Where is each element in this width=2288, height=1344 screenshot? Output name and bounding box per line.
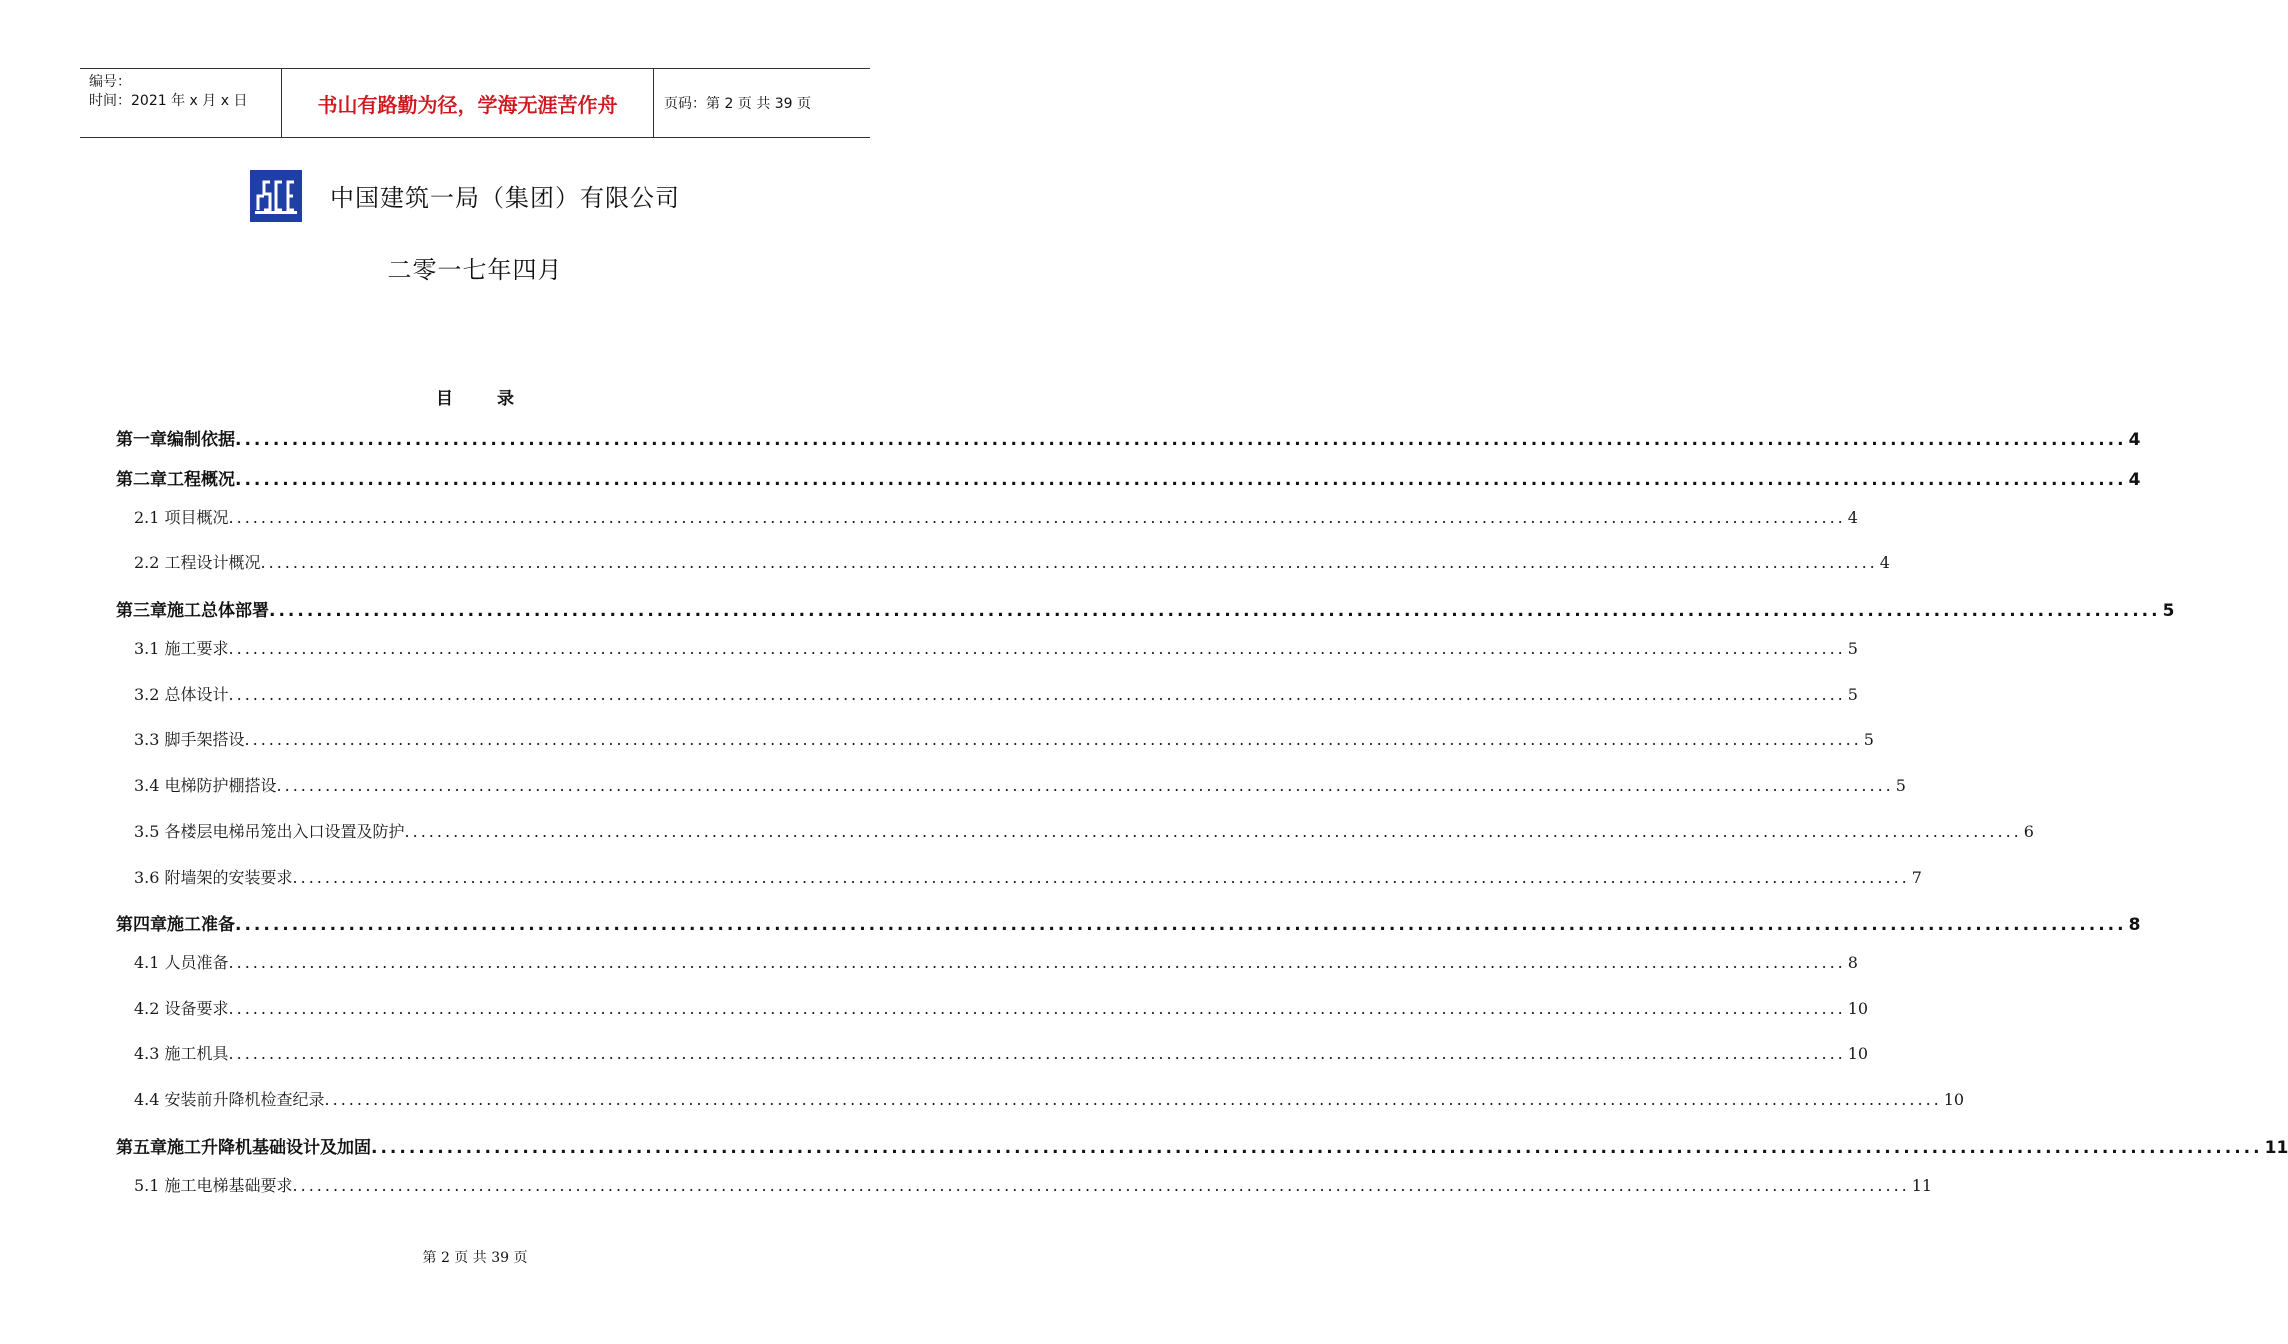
toc-entry-label: 4.4 安装前升降机检查纪录 [134, 1090, 325, 1109]
toc-entry-page: 7 [1911, 868, 1922, 887]
toc-entry[interactable] [134, 1173, 1933, 1196]
toc-entry[interactable] [134, 865, 1922, 888]
toc-entry-page: 6 [2023, 822, 2034, 841]
document-time-label: 时间：2021 年 x 月 x 日 [89, 93, 248, 109]
toc-title [0, 384, 950, 409]
company-name: 中国建筑一局（集团）有限公司 [330, 184, 680, 212]
toc-entry-label: 4.1 人员准备 [134, 953, 229, 972]
toc-entry-page: 5 [2162, 601, 2175, 621]
toc-entry-label: 2.2 工程设计概况 [134, 553, 261, 572]
toc-entry[interactable] [134, 682, 1858, 705]
header-page-info: 页码：第 2 页 共 39 页 [664, 96, 811, 112]
toc-entry-label: 3.4 电梯防护棚搭设 [134, 776, 277, 795]
header-meta [80, 69, 282, 137]
toc-entry-label: 第五章施工升降机基础设计及加固 [116, 1138, 371, 1158]
toc-leader-dots: ........................................................................................................................................................................................................ [244, 730, 1862, 749]
toc-leader-dots: ........................................................................................................................................................................................................ [404, 822, 2022, 841]
toc-leader-dots: ........................................................................................................................................................................................................ [228, 639, 1846, 658]
toc-title-left: 目 [436, 389, 453, 409]
toc-entry-label: 第三章施工总体部署 [116, 601, 269, 621]
toc-entry-label: 第二章工程概况 [116, 470, 235, 490]
toc-entry-label: 3.5 各楼层电梯吊笼出入口设置及防护 [134, 822, 405, 841]
toc-entry-page: 11 [2264, 1138, 2288, 1158]
toc-leader-dots: ........................................................................................................................................................................................................ [228, 999, 1846, 1018]
toc-entry-page: 8 [2128, 915, 2141, 935]
toc-entry-label: 2.1 项目概况 [134, 508, 229, 527]
page-footer: 第 2 页 共 39 页 [422, 1250, 528, 1266]
toc-leader-dots: ........................................................................................................................................................................................................ [292, 1176, 1910, 1195]
toc-entry-page: 4 [2128, 430, 2141, 450]
toc-entry[interactable] [116, 910, 2141, 935]
toc-entry-label: 3.1 施工要求 [134, 639, 229, 658]
toc-entry-label: 3.6 附墙架的安装要求 [134, 868, 293, 887]
toc-entry-label: 3.3 脚手架搭设 [134, 730, 245, 749]
toc-entry-label: 4.3 施工机具 [134, 1044, 229, 1063]
toc-entry-page: 11 [1911, 1176, 1933, 1195]
toc-leader-dots: ........................................................................................................................................................................................................ [228, 953, 1846, 972]
toc-entry-label: 第四章施工准备 [116, 915, 235, 935]
header-motto: 书山有路勤为径，学海无涯苦作舟 [282, 69, 654, 137]
cscec-logo-icon [250, 170, 302, 222]
toc-leader-dots: ........................................................................................................................................................................................................ [324, 1090, 1942, 1109]
toc-leader-dots: ........................................................................................................................................................................................................ [228, 1044, 1846, 1063]
toc-entry-page: 5 [1847, 685, 1858, 704]
toc-entry[interactable] [134, 550, 1890, 573]
toc-entry[interactable] [134, 996, 1869, 1019]
toc-leader-dots: ........................................................................................................................................................................................................ [292, 868, 1910, 887]
toc-entry[interactable] [116, 425, 2141, 450]
toc-entry-label: 5.1 施工电梯基础要求 [134, 1176, 293, 1195]
toc-entry[interactable] [134, 505, 1858, 528]
toc-entry[interactable] [134, 636, 1858, 659]
toc-leader-dots: ........................................................................................................................................................................................................ [228, 508, 1846, 527]
toc-entry-label: 第一章编制依据 [116, 430, 235, 450]
toc-leader-dots: ........................................................................................................................................................................................................ [235, 430, 2127, 450]
toc-entry[interactable] [134, 1041, 1869, 1064]
toc-entry[interactable] [116, 465, 2141, 490]
toc-entry[interactable] [116, 596, 2175, 621]
toc-entry-label: 4.2 设备要求 [134, 999, 229, 1018]
toc-leader-dots: ........................................................................................................................................................................................................ [260, 553, 1878, 572]
toc-title-right: 录 [497, 389, 514, 409]
toc-leader-dots: ........................................................................................................................................................................................................ [235, 470, 2127, 490]
toc-entry-page: 10 [1943, 1090, 1965, 1109]
toc-entry[interactable] [134, 950, 1858, 973]
toc-leader-dots: ........................................................................................................................................................................................................ [276, 776, 1894, 795]
toc-entry[interactable] [134, 1087, 1965, 1110]
toc-entry-page: 5 [1863, 730, 1874, 749]
toc-leader-dots: ........................................................................................................................................................................................................ [371, 1138, 2263, 1158]
document-date: 二零一七年四月 [387, 256, 563, 284]
toc-leader-dots: ........................................................................................................................................................................................................ [269, 601, 2161, 621]
toc-entry-page: 5 [1847, 639, 1858, 658]
toc-entry-page: 10 [1847, 999, 1869, 1018]
toc-entry-page: 10 [1847, 1044, 1869, 1063]
toc-entry-label: 3.2 总体设计 [134, 685, 229, 704]
page-header [80, 68, 870, 138]
document-number-label: 编号： [89, 74, 131, 90]
toc-entry-page: 4 [1847, 508, 1858, 527]
toc-entry-page: 8 [1847, 953, 1858, 972]
toc-entry-page: 5 [1895, 776, 1906, 795]
toc-entry[interactable] [134, 727, 1874, 750]
toc-entry[interactable] [134, 819, 2034, 842]
toc-entry[interactable] [116, 1133, 2288, 1158]
toc-leader-dots: ........................................................................................................................................................................................................ [235, 915, 2127, 935]
toc-entry-page: 4 [1879, 553, 1890, 572]
toc-entry[interactable] [134, 773, 1906, 796]
toc-entry-page: 4 [2128, 470, 2141, 490]
toc-leader-dots: ........................................................................................................................................................................................................ [228, 685, 1846, 704]
